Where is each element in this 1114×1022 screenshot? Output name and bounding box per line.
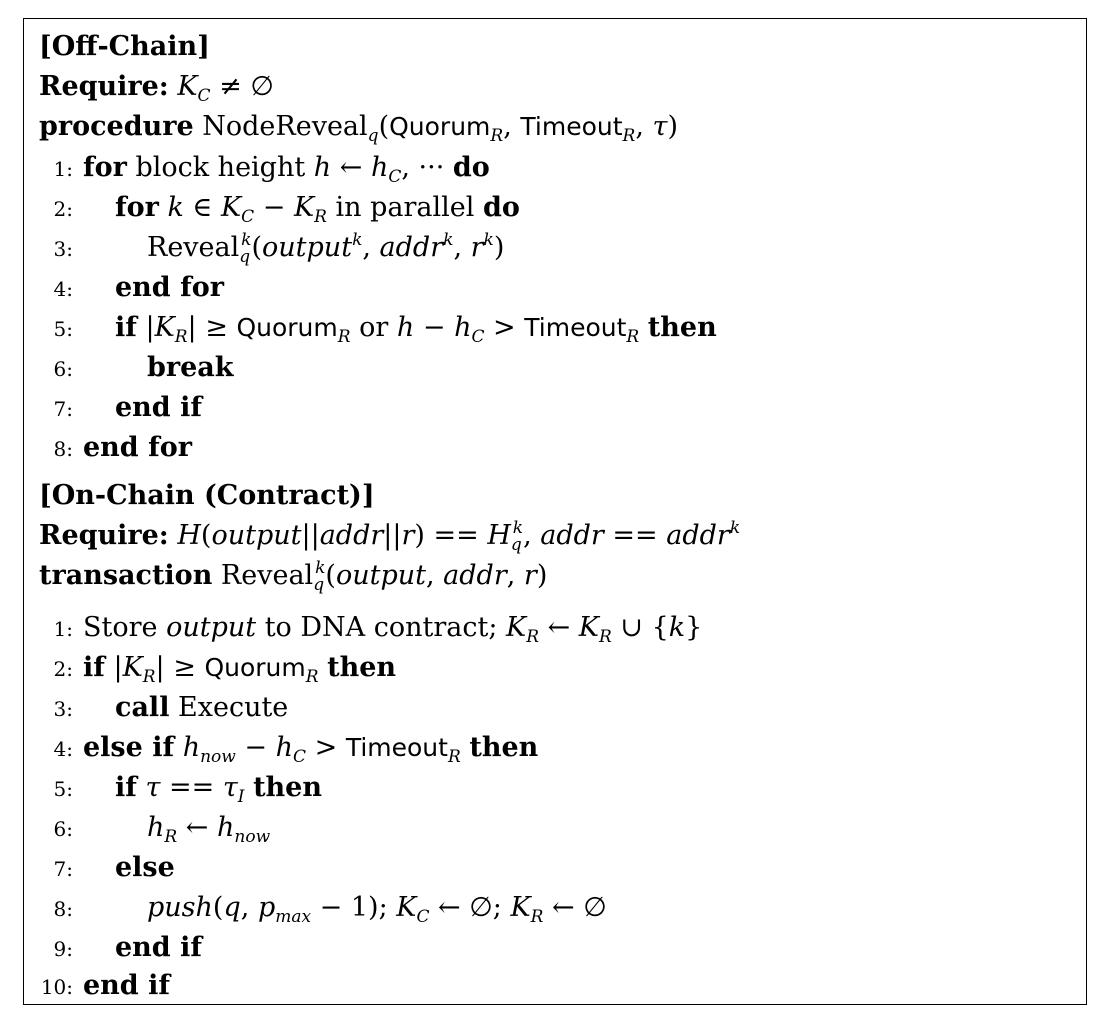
onchain-line-10: 10: end if (40, 970, 170, 1001)
offchain-require: Require: $K_C$ ≠ ∅ (39, 71, 274, 106)
onchain-header-text: [On-Chain (Contract)] (39, 480, 375, 511)
offchain-line-7: 7: end if (53, 392, 202, 423)
onchain-line-3: 3: call Execute (53, 692, 289, 723)
offchain-line-1: 1: for block height h ← $h_C$, ··· do (53, 152, 490, 187)
offchain-line-2: 2: for k ∈ $K_C - K_R$ in parallel do (53, 192, 520, 227)
onchain-header (39, 476, 375, 516)
offchain-procedure: procedure NodeReveal$_q$(Quorum$_R$, Timeout$_R$, τ) (39, 111, 678, 146)
onchain-line-1: 1: Store output to DNA contract; $K_R$ ← $K_R$ ∪ {k} (53, 612, 703, 647)
onchain-require: Require: H(output||addr||r) == $H_q^k$, addr == addr$^k$ (39, 518, 741, 555)
offchain-line-5: 5: if $|K_R|$ ≥ Quorum$_R$ or $h - h_C$ > Timeout$_R$ then (53, 312, 717, 347)
onchain-transaction: transaction Reveal$_q^k$(output, addr, r) (39, 558, 548, 595)
offchain-line-6: 6: break (53, 352, 234, 383)
onchain-line-6: 6: $h_R$ ← $h_{now}$ (53, 812, 271, 847)
offchain-line-8: 8: end for (53, 432, 192, 463)
algorithm-box (23, 18, 1087, 1005)
onchain-line-5: 5: if $\tau == \tau_I$ then (53, 772, 322, 807)
offchain-line-3: 3: Reveal$_q^k$(output$^k$, addr$^k$, $r^k$) (53, 230, 505, 267)
onchain-line-2: 2: if $|K_R|$ ≥ Quorum$_R$ then (53, 652, 397, 687)
offchain-header-text: [Off-Chain] (39, 31, 210, 62)
onchain-line-9: 9: end if (53, 932, 202, 963)
onchain-line-8: 8: push(q, $p_{max} - 1$); $K_C$ ← ∅; $K_R$ ← ∅ (53, 892, 607, 927)
offchain-header (39, 27, 210, 67)
onchain-line-7: 7: else (53, 852, 175, 883)
offchain-line-4: 4: end for (53, 272, 224, 303)
onchain-line-4: 4: else if $h_{now} - h_C$ > Timeout$_R$ then (53, 732, 539, 767)
